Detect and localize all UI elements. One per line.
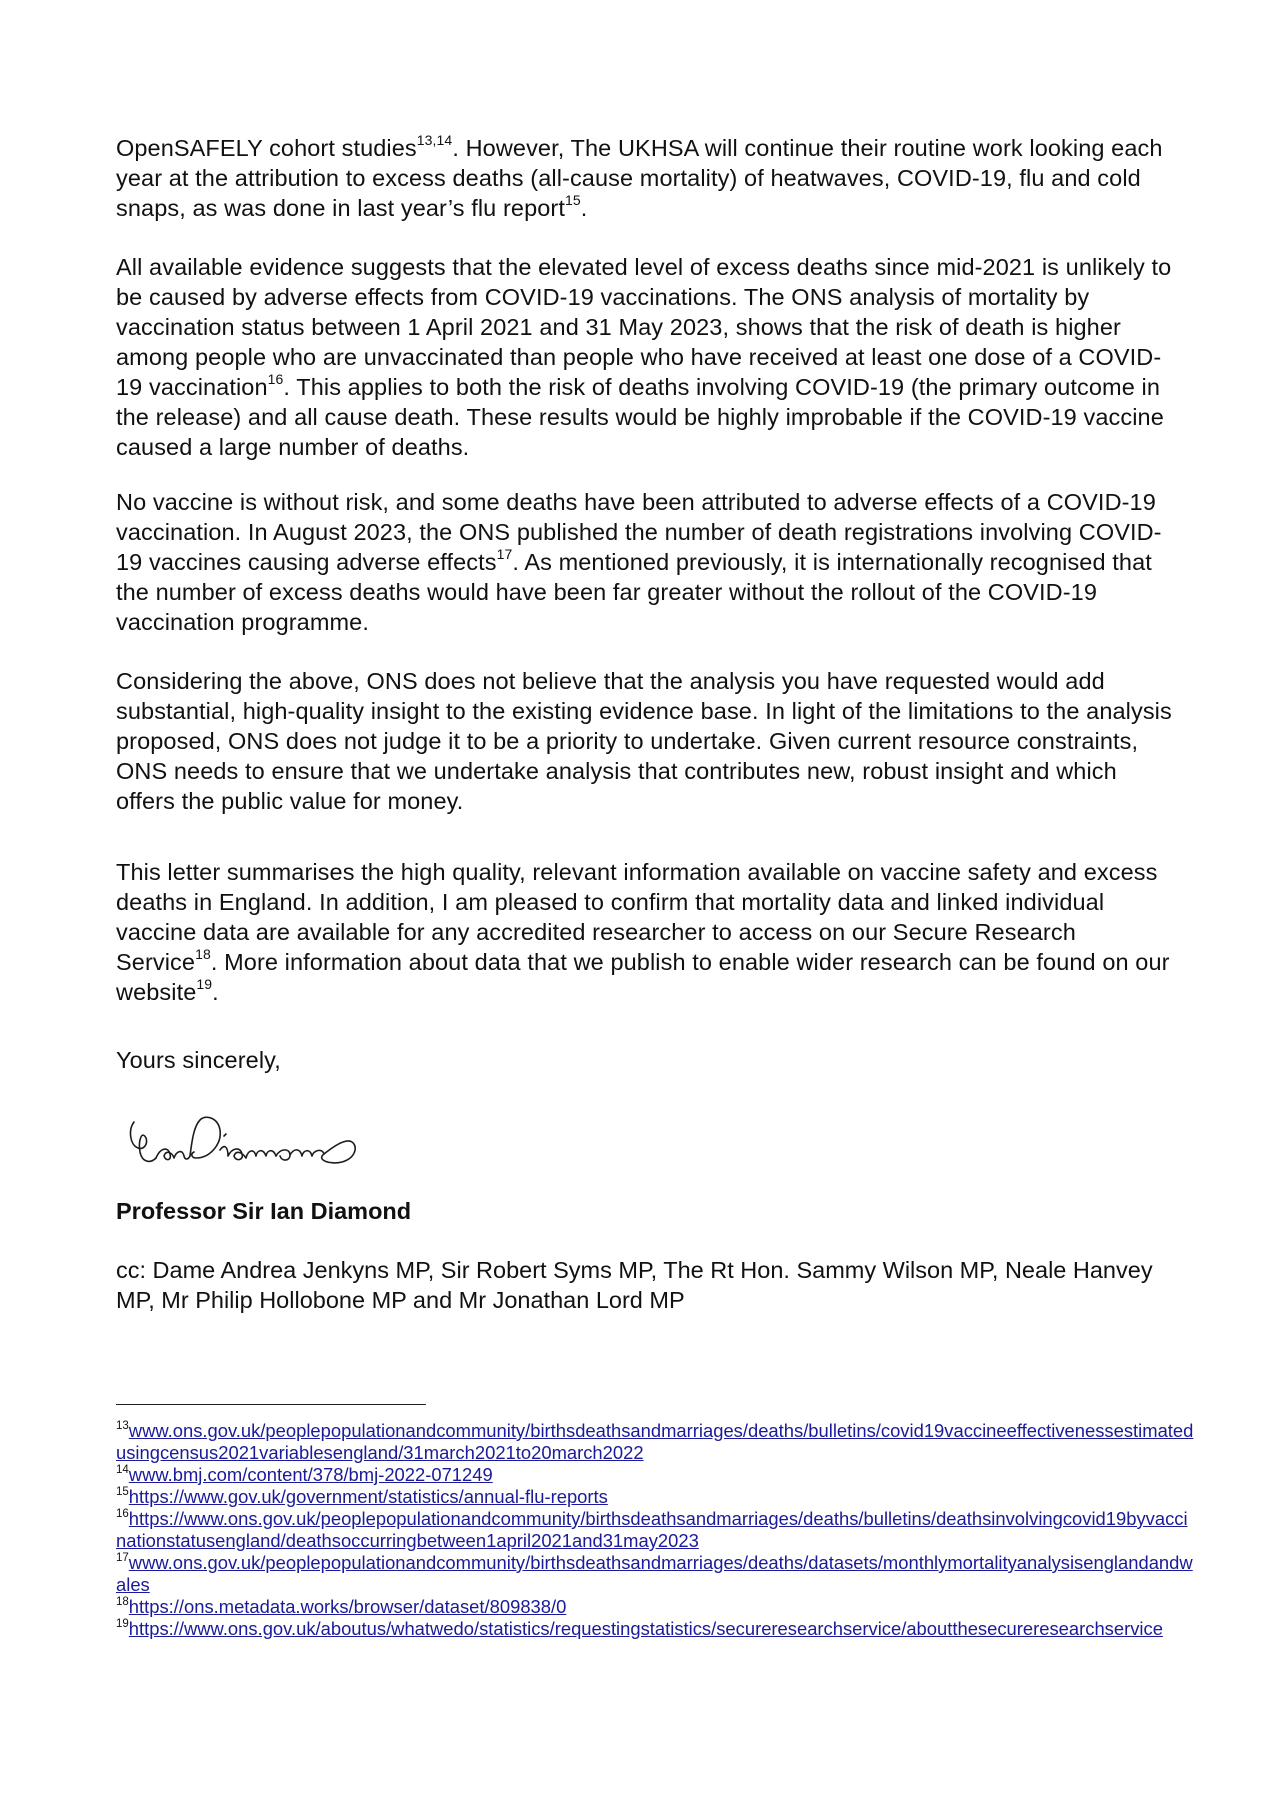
footnote-number: 15: [116, 1485, 129, 1498]
paragraph-evidence: [116, 252, 1176, 462]
footnote-number: 14: [116, 1463, 129, 1476]
paragraph-vaccine-risk: [116, 487, 1176, 637]
footnote-ref[interactable]: 16: [267, 371, 284, 388]
cc-list: cc: Dame Andrea Jenkyns MP, Sir Robert Syms MP, The Rt Hon. Sammy Wilson MP, Neale Hanvey MP, Mr Philip Hollobone MP and Mr Jonathan Lord MP: [116, 1257, 1153, 1313]
footnote-number: 16: [116, 1507, 129, 1520]
footnote-number: 19: [116, 1617, 129, 1630]
footnote-ref[interactable]: 18: [195, 946, 211, 963]
paragraph-text: . However, The UKHSA will continue their routine work looking each year at the attribution to excess deaths (all-cause mortality) of heatwaves, COVID-19, flu and cold snaps, as was done in last year’s flu report: [116, 135, 1163, 221]
handwritten-signature: [120, 1100, 380, 1180]
paragraph-summary: [116, 857, 1176, 1007]
footnote-ref[interactable]: 17: [496, 546, 513, 563]
footnotes: [116, 1420, 1196, 1640]
footnote-link[interactable]: https://ons.metadata.works/browser/dataset/809838/0: [128, 1596, 567, 1617]
footnote-item: [116, 1618, 1196, 1640]
paragraph-text: .: [212, 979, 219, 1005]
paragraph-text: This letter summarises the high quality, relevant information available on vaccine safety and excess deaths in England. In addition, I am pleased to confirm that mortality data and linked individual vaccine data are available for any accredited researcher to access on our Secure Research Service: [116, 859, 1158, 975]
paragraph-text: No vaccine is without risk, and some deaths have been attributed to adverse effects of a COVID-19 vaccination. In August 2023, the ONS published the number of death registrations involving COVID-19 vaccines causing adverse effects: [116, 489, 1162, 575]
paragraph-text: Considering the above, ONS does not believe that the analysis you have requested would add substantial, high-quality insight to the existing evidence base. In light of the limitations to the analysis proposed, ONS does not judge it to be a priority to undertake. Given current resource constraints, ONS needs to ensure that we undertake analysis that contributes new, robust insight and which offers the public value for money.: [116, 668, 1172, 814]
footnote-item: [116, 1420, 1196, 1464]
footnote-number: 13: [116, 1419, 129, 1432]
closing-salutation: Yours sincerely,: [116, 1047, 281, 1073]
paragraph-text: .: [580, 195, 588, 221]
footnote-ref[interactable]: 13,14: [416, 132, 453, 149]
footnote-link[interactable]: www.bmj.com/content/378/bmj-2022-071249: [128, 1464, 493, 1485]
paragraph-text: All available evidence suggests that the elevated level of excess deaths since mid-2021 is unlikely to be caused by adverse effects from COVID-19 vaccinations. The ONS analysis of mortality by vaccination status between 1 April 2021 and 31 May 2023, shows that the risk of death is higher among people who are unvaccinated than people who have received at least one dose of a COVID-19 vaccination: [116, 254, 1172, 400]
footnote-item: [116, 1464, 1196, 1486]
footnote-link[interactable]: www.ons.gov.uk/peoplepopulationandcommunity/birthsdeathsandmarriages/deaths/bulletins/covid19vaccineeffectivenessestimatedusingcensus2021variablesengland/31march2021to20march2022: [116, 1420, 1194, 1463]
footnote-link[interactable]: https://www.gov.uk/government/statistics/annual-flu-reports: [128, 1486, 608, 1507]
footnote-ref[interactable]: 15: [564, 192, 581, 209]
footnote-item: [116, 1508, 1196, 1552]
paragraph-text: OpenSAFELY cohort studies: [116, 135, 417, 161]
footnote-number: 18: [116, 1595, 129, 1608]
footnote-item: [116, 1552, 1196, 1596]
footnote-link[interactable]: www.ons.gov.uk/peoplepopulationandcommunity/birthsdeathsandmarriages/deaths/datasets/monthlymortalityanalysisenglandandwales: [116, 1552, 1193, 1595]
footnote-number: 17: [116, 1551, 129, 1564]
paragraph-text: . More information about data that we publish to enable wider research can be found on our website: [116, 949, 1170, 1005]
footnote-link[interactable]: https://www.ons.gov.uk/peoplepopulationandcommunity/birthsdeathsandmarriages/deaths/bulletins/deathsinvolvingcovid19byvaccinationstatusengland/deathsoccurringbetween1april2021and31may2023: [116, 1508, 1188, 1551]
paragraph-cohort-studies: [116, 133, 1176, 223]
footnote-ref[interactable]: 19: [196, 976, 213, 993]
paragraph-text: . This applies to both the risk of deaths involving COVID-19 (the primary outcome in the release) and all cause death. These results would be highly improbable if the COVID-19 vaccine caused a large number of deaths.: [116, 374, 1164, 460]
paragraph-considering: [116, 666, 1176, 816]
footnote-item: [116, 1596, 1196, 1618]
signatory-name: Professor Sir Ian Diamond: [116, 1198, 412, 1224]
paragraph-text: . As mentioned previously, it is internationally recognised that the number of excess deaths would have been far greater without the rollout of the COVID-19 vaccination programme.: [116, 549, 1152, 635]
footnote-item: [116, 1486, 1196, 1508]
footnote-link[interactable]: https://www.ons.gov.uk/aboutus/whatwedo/statistics/requestingstatistics/secureresearchservice/aboutthesecureresearchservice: [128, 1618, 1163, 1639]
footnote-divider: [116, 1404, 426, 1405]
